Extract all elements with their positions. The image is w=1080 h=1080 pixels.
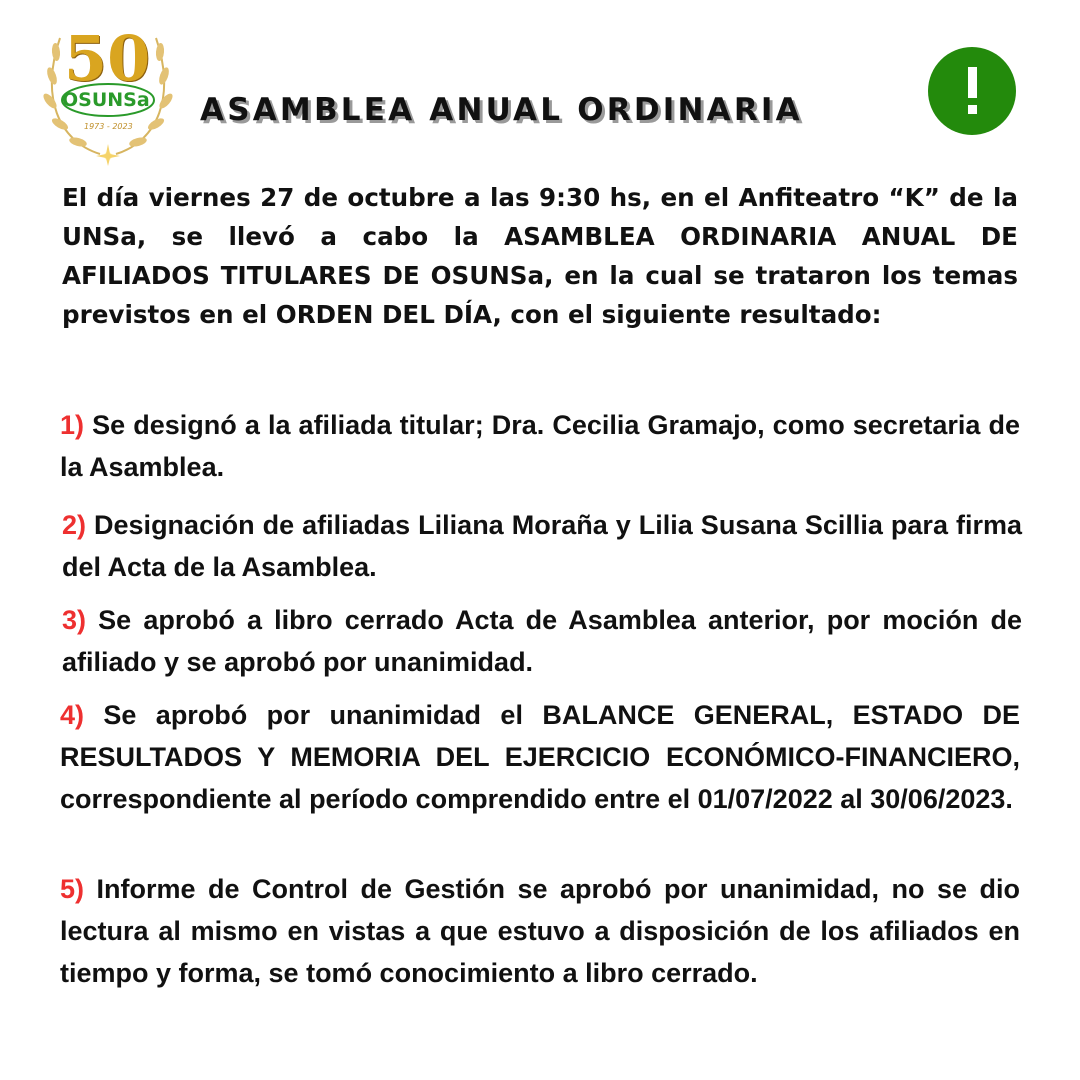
agenda-item-1	[60, 404, 1020, 488]
logo-number: 50	[64, 22, 151, 95]
item-number: 4)	[60, 700, 85, 730]
osunsa-50-years-logo	[38, 16, 178, 166]
logo-years: 1973 - 2023	[84, 122, 133, 131]
item-number: 1)	[60, 410, 85, 440]
exclamation-circle-icon	[928, 47, 1016, 135]
item-number: 3)	[62, 605, 87, 635]
agenda-item-4	[60, 694, 1020, 820]
agenda-item-3	[62, 599, 1022, 683]
item-text: Designación de afiliadas Liliana Moraña y Lilia Susana Scillia para firma del Acta de la Asamblea.	[62, 510, 1022, 582]
item-text: Se aprobó a libro cerrado Acta de Asamblea anterior, por moción de afiliado y se aprobó por unanimidad.	[62, 605, 1022, 677]
item-number: 2)	[62, 510, 87, 540]
logo-brand: OSUNSa	[62, 89, 150, 111]
item-text: Informe de Control de Gestión se aprobó por unanimidad, no se dio lectura al mismo en vistas a que estuvo a disposición de los afiliados en tiempo y forma, se tomó conocimiento a libro cerrado.	[60, 874, 1020, 988]
item-text: Se designó a la afiliada titular; Dra. Cecilia Gramajo, como secretaria de la Asamblea.	[60, 410, 1020, 482]
exclamation-dot	[968, 105, 977, 114]
page-title: ASAMBLEA ANUAL ORDINARIA	[200, 92, 803, 128]
agenda-item-2	[62, 504, 1022, 588]
intro-paragraph: El día viernes 27 de octubre a las 9:30 hs, en el Anfiteatro “K” de la UNSa, se llevó a cabo la ASAMBLEA ORDINARIA ANUAL DE AFILIADOS TITULARES DE OSUNSa, en la cual se trataron los temas previstos en el ORDEN DEL DÍA, con el siguiente resultado:	[62, 183, 1018, 329]
agenda-item-5	[60, 868, 1020, 994]
item-text: Se aprobó por unanimidad el BALANCE GENERAL, ESTADO DE RESULTADOS Y MEMORIA DEL EJERCICIO ECONÓMICO-FINANCIERO, correspondiente al período comprendido entre el 01/07/2022 al 30/06/2023.	[60, 700, 1020, 814]
exclamation-bar	[968, 67, 977, 98]
item-number: 5)	[60, 874, 85, 904]
